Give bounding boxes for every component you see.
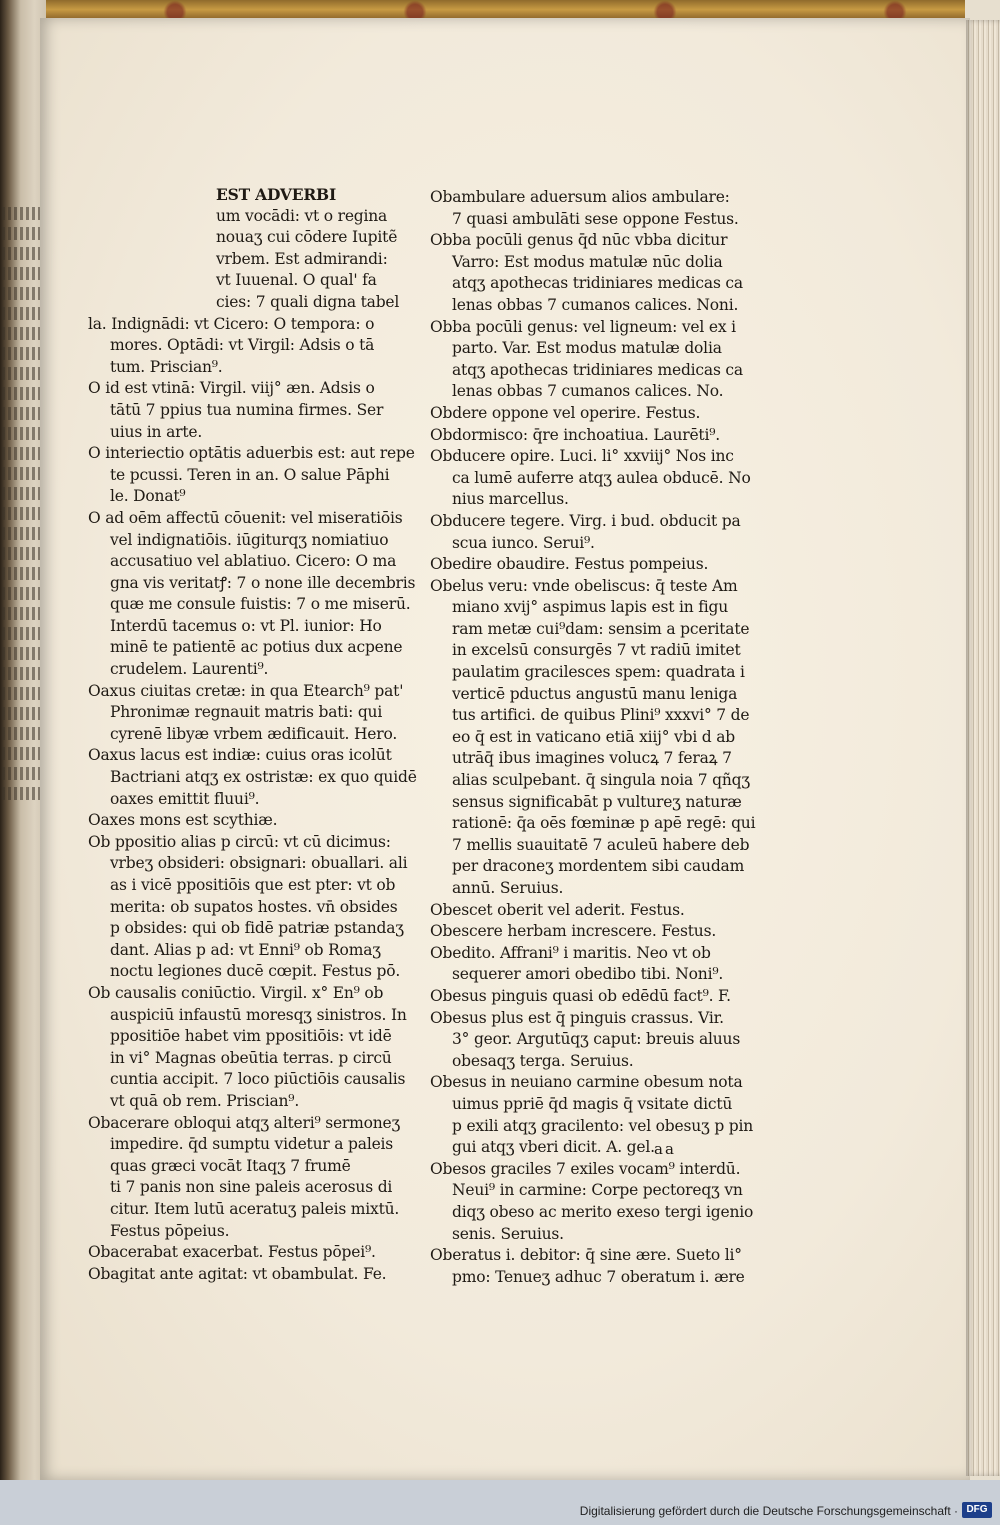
text-line: parto. Var. Est modus matulæ dolia <box>452 339 722 358</box>
text-line: Obedire obaudire. Festus pompeius. <box>430 555 709 574</box>
right-text-column <box>430 187 756 1288</box>
text-line: ppositiōe habet vim ppositiōis: vt idē <box>110 1027 392 1046</box>
text-line: 3° geor. Argutūqʒ caput: breuis aluus <box>452 1030 741 1049</box>
text-line: Obesus plus est q̄ pinguis crassus. Vir. <box>430 1008 724 1027</box>
text-line: te pcussi. Teren in an. O salue Pāphi <box>110 465 390 484</box>
text-line: vel indignatiōis. iūgiturqʒ nomiatiuo <box>110 530 389 549</box>
text-line: quæ me consule fuistis: 7 o me miserū. <box>110 595 411 614</box>
text-line: Bactriani atqʒ ex ostristæ: ex quo quidē <box>110 768 417 787</box>
text-line: Ob causalis coniūctio. Virgil. x° En⁹ ob <box>88 983 384 1002</box>
text-line: Festus pōpeius. <box>110 1221 230 1240</box>
text-line: 7 mellis suauitatē 7 aculeū habere deb <box>452 835 750 854</box>
text-line: vrbeʒ obsideri: obsignari: obuallari. ali <box>110 854 408 873</box>
text-line: cies: 7 quali digna tabel <box>216 292 400 311</box>
text-line: lenas obbas 7 cumanos calices. Noni. <box>452 295 739 314</box>
text-line: O interiectio optātis aduerbis est: aut repe <box>88 444 415 463</box>
text-line: Obducere tegere. Virg. i bud. obducit pa <box>430 511 741 530</box>
text-line: Obesus in neuiano carmine obesum nota <box>430 1073 743 1092</box>
text-line: Interdū tacemus o: vt Pl. iunior: Ho <box>110 616 382 635</box>
text-line: impedire. q̄d sumptu videtur a paleis <box>110 1135 394 1154</box>
text-line: Obacerare obloqui atqʒ alteri⁹ sermoneʒ <box>88 1113 401 1132</box>
text-line: merita: ob supatos hostes. vn̄ obsides <box>110 897 398 916</box>
text-line: Obedito. Affrani⁹ i maritis. Neo vt ob <box>430 943 711 962</box>
text-line: uius in arte. <box>110 422 203 441</box>
text-line: ti 7 panis non sine paleis acerosus di <box>110 1178 393 1197</box>
text-line: Obacerabat exacerbat. Festus pōpei⁹. <box>88 1243 376 1262</box>
footer-band <box>0 1480 1000 1525</box>
text-line: obesaqʒ terga. Seruius. <box>452 1051 634 1070</box>
text-line: ram metæ cui⁹dam: sensim a pceritate <box>452 619 750 638</box>
text-line: Oaxus ciuitas cretæ: in qua Etearch⁹ pat' <box>88 681 404 700</box>
text-line: Oaxus lacus est indiæ: cuius oras icolūt <box>88 746 392 765</box>
text-line: Obagitat ante agitat: vt obambulat. Fe. <box>88 1264 387 1283</box>
text-line: cyrenē libyæ vrbem ædificauit. Hero. <box>110 724 398 743</box>
text-line: O ad oēm affectū cōuenit: vel miseratiōis <box>88 508 403 527</box>
text-line: utrāq̄ ibus imagines volucꝝ 7 feraꝝ 7 <box>452 749 732 768</box>
text-line: ca lumē auferre atqʒ aulea obducē. No <box>452 468 751 487</box>
text-line: tātū 7 ppius tua numina firmes. Ser <box>110 400 384 419</box>
text-line: quas græci vocāt Itaqʒ 7 frumē <box>110 1156 351 1175</box>
text-line: pmo: Tenueʒ adhuc 7 oberatum i. ære <box>452 1267 745 1286</box>
text-line: Oberatus i. debitor: q̄ sine ære. Sueto li° <box>430 1246 742 1265</box>
text-line: diqʒ obeso ac merito exeso tergi igenio <box>452 1202 754 1221</box>
text-line: gui atqʒ vberi dicit. A. gel. <box>452 1138 655 1157</box>
footer-credit: Digitalisierung gefördert durch die Deutsche Forschungsgemeinschaft · <box>579 1504 958 1518</box>
text-line: miano xvij° aspimus lapis est in figu <box>452 598 729 617</box>
text-line: tus artifici. de quibus Plini⁹ xxxvi° 7 de <box>452 706 750 725</box>
text-line: as i vicē ppositiōis que est pter: vt ob <box>110 876 396 894</box>
text-line: Varro: Est modus matulæ nūc dolia <box>452 252 723 271</box>
signature-mark: aa <box>654 1140 676 1158</box>
text-line: in vi° Magnas obeūtia terras. p circū <box>110 1048 392 1067</box>
text-line: crudelem. Laurenti⁹. <box>110 660 269 679</box>
text-line: Obambulare aduersum alios ambulare: <box>430 188 730 206</box>
text-line: Obelus veru: vnde obeliscus: q̄ teste Am <box>430 576 738 595</box>
text-line: uimus ppriē q̄d magis q̄ vsitate dictū <box>452 1094 733 1113</box>
text-line: nius marcellus. <box>452 490 569 509</box>
text-line: la. Indignādi: vt Cicero: O tempora: o <box>88 314 375 333</box>
page-fore-edge <box>966 20 1000 1476</box>
text-line: Obesos graciles 7 exiles vocam⁹ interdū. <box>430 1159 741 1178</box>
text-line: atqʒ apothecas tridiniares medicas ca <box>452 360 743 379</box>
text-line: eo q̄ est in vaticano etiā xiij° vbi d ab <box>452 727 736 746</box>
text-line: gna vis veritatꝭ: 7 o none ille decembris <box>110 573 416 592</box>
text-line: vrbem. Est admirandi: <box>216 249 388 268</box>
text-line: Obesus pinguis quasi ob edēdū fact⁹. F. <box>430 986 731 1005</box>
dfg-logo: DFG <box>962 1502 992 1518</box>
text-line: vt Iuuenal. O qual' fa <box>216 271 377 290</box>
text-line: accusatiuo vel ablatiuo. Cicero: O ma <box>110 552 397 571</box>
text-line: O id est vtinā: Virgil. viij° æn. Adsis o <box>88 379 375 398</box>
text-line: alias sculpebant. q̄ singula noia 7 qñqʒ <box>452 771 750 790</box>
text-line: nouaʒ cui cōdere Iupitẽ <box>216 228 398 247</box>
text-line: noctu legiones ducē cœpit. Festus pō. <box>110 962 401 981</box>
text-line: lenas obbas 7 cumanos calices. No. <box>452 382 724 401</box>
text-line: in excelsū consurgēs 7 vt radiū imitet <box>452 641 741 660</box>
text-line: le. Donat⁹ <box>110 487 186 506</box>
text-line: um vocādi: vt o regina <box>216 206 388 225</box>
text-line: tum. Priscian⁹. <box>110 357 223 376</box>
text-line: oaxes emittit fluui⁹. <box>110 789 260 808</box>
left-text-column <box>88 184 417 1285</box>
text-line: sequerer amori obedibo tibi. Noni⁹. <box>452 965 724 984</box>
text-line: per draconeʒ mordentem sibi caudam <box>452 857 745 876</box>
text-line: Obba pocūli genus q̄d nūc vbba dicitur <box>430 231 728 250</box>
text-line: p obsides: qui ob fidē patriæ pstandaʒ <box>110 919 404 938</box>
text-line: atqʒ apothecas tridiniares medicas ca <box>452 274 743 293</box>
text-line: scua iunco. Serui⁹. <box>452 533 595 552</box>
text-line: cuntia accipit. 7 loco piūctiōis causalis <box>110 1070 406 1089</box>
text-line: Obescere herbam increscere. Festus. <box>430 922 717 941</box>
text-line: Ob ppositio alias p circū: vt cū dicimus: <box>88 832 391 851</box>
text-line: vt quā ob rem. Priscian⁹. <box>110 1091 300 1110</box>
text-line: Oaxes mons est scythiæ. <box>88 811 278 830</box>
text-line: senis. Seruius. <box>452 1224 564 1243</box>
text-line: minē te patientē ac potius dux acpene <box>110 638 403 657</box>
text-line: Neui⁹ in carmine: Corpe pectoreqʒ vn <box>452 1181 743 1200</box>
text-line: Obdormisco: q̄re inchoatiua. Laurēti⁹. <box>430 425 720 444</box>
text-line: Obdere oppone vel operire. Festus. <box>430 403 701 422</box>
text-line: 7 quasi ambulāti sese oppone Festus. <box>452 209 739 228</box>
text-line: p exili atqʒ gracilento: vel obesuʒ p pin <box>452 1116 754 1135</box>
text-line: rationē: q̄a oēs fœminæ p apē regē: qui <box>452 814 756 833</box>
text-line: Obducere opire. Luci. li° xxviij° Nos inc <box>430 447 734 466</box>
text-line: annū. Seruius. <box>452 879 564 897</box>
text-line: Obescet oberit vel aderit. Festus. <box>430 900 685 919</box>
text-line: paulatim gracilesces spem: quadrata i <box>452 663 745 682</box>
text-line: citur. Item lutū aceratuʒ paleis mixtū. <box>110 1199 400 1218</box>
text-line: dant. Alias p ad: vt Enni⁹ ob Romaʒ <box>110 940 381 959</box>
text-line: Obba pocūli genus: vel ligneum: vel ex i <box>430 317 736 336</box>
text-line: sensus significabāt p vultureʒ naturæ <box>452 792 742 811</box>
text-line: verticē pductus angustū manu leniga <box>452 684 738 703</box>
text-line: Phronimæ regnauit matris bati: qui <box>110 703 383 722</box>
text-line: EST ADVERBI <box>216 185 337 204</box>
left-page-fragment <box>2 200 40 900</box>
text-line: auspiciū infaustū moresqʒ sinistros. In <box>110 1005 407 1024</box>
text-line: mores. Optādi: vt Virgil: Adsis o tā <box>110 336 375 355</box>
